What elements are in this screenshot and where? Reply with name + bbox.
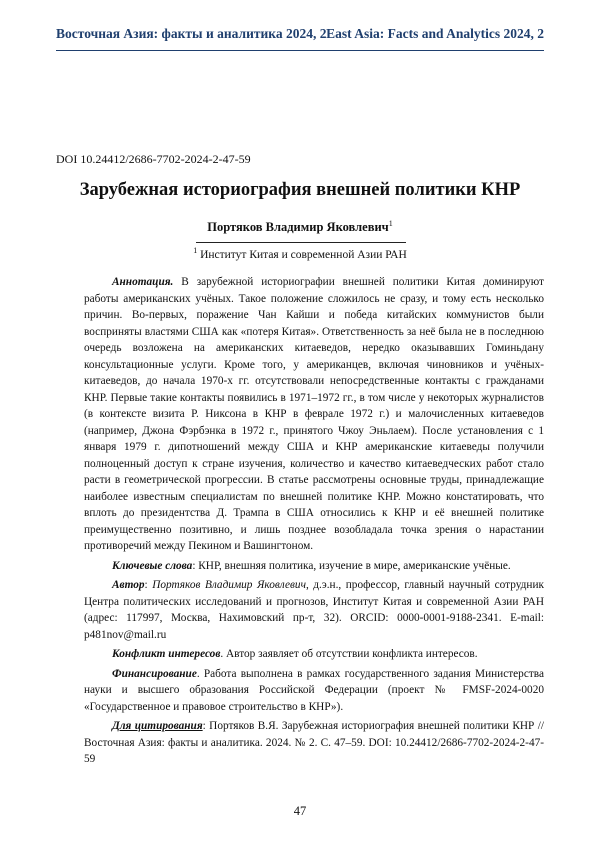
author-name: Портяков Владимир Яковлевич [207,220,389,235]
abstract-paragraph [84,274,544,555]
author-info-paragraph [84,577,544,643]
header-journal-ru: Восточная Азия: факты и аналитика 2024, 2 [56,26,327,41]
abstract-text: В зарубежной историографии внешней политики Китая доминируют работы американских учёных. Такое положение сложилось не сразу, и тому есть несколько причин. Во-первых, поражение Чан Кайши и победа китайских коммунистов были восприняты властями США как «потеря Китая». Ответственность за неё была не в последнюю очередь возложена на американских китаеведов, нередко оказывавших Гоминьдану консультационные услуги. Кроме того, у американцев, включая чиновников и учёных-китаеведов, до начала 1970-х гг. отсутствовали непосредственные контакты с гражданами КНР. Первые такие контакты появились в 1971–1972 гг., в том числе у некоторых журналистов (в контексте визита Р. Никсона в КНР в феврале 1972 г.) и малочисленных китаеведов (например, Джона Фэрбэнка в 1972 г., принятого Чжоу Эньлаем). После установления с 1 января 1979 г. дипотношений между США и КНР американские китаеведы получили полноценный доступ к стране изучения, количество и качество китаеведческих работ стало расти в геометрической прогрессии. В статье рассмотрены основные труды, принадлежащие наиболее известным специалистам по внешней политике КНР. Можно констатировать, что вплоть до президентства Д. Трампа в США относились к КНР и её внешней политике преимущественно позитивно, и лишь позднее возобладала точка зрения о нарастании противоречий между Пекином и Вашингтоном. [84,276,544,552]
citation-text: : Портяков В.Я. Зарубежная историография внешней политики КНР // Восточная Азия: факты и аналитика. 2024. № 2. С. 47–59. DOI: 10.24412/2686-7702-2024-2-47-59 [84,720,544,765]
funding-paragraph [84,666,544,716]
affiliation [56,246,544,261]
author-footnote-mark: 1 [388,219,393,228]
author-info-text: , д.э.н., профессор, главный научный сотрудник Центра политических исследований и прогнозов, Институт Китая и современной Азии РАН (адрес: 117997, Москва, Нахимовский пр-т, 32). ORCID: 0000-0001-9188-2341. E-mail: p481nov@mail.ru [84,579,544,641]
citation-label: Для цитирования [112,720,203,732]
conflict-label: Конфликт интересов [112,648,221,660]
author-line [56,219,544,235]
article-front-matter [84,274,544,771]
author-info-separator: : [144,579,153,591]
conflict-text: . Автор заявляет об отсутствии конфликта интересов. [220,648,478,660]
affiliation-divider [196,242,406,243]
author-info-name: Портяков Владимир Яковлевич [152,579,306,591]
funding-label: Финансирование [112,667,197,680]
doi-line: DOI 10.24412/2686-7702-2024-2-47-59 [56,152,251,166]
header-journal-en: East Asia: Facts and Analytics 2024, 2 [326,26,544,41]
abstract-label: Аннотация. [112,276,174,288]
article-title: Зарубежная историография внешней политики КНР [79,180,521,200]
citation-paragraph [84,718,544,768]
author-info-label: Автор [112,579,145,591]
conflict-paragraph [84,646,544,663]
header-divider [56,50,544,51]
funding-text: . Работа выполнена в рамках государственного задания Министерства науки и высшего образования Российской Федерации (проект № FMSF-2024-0020 «Государственное и правовое строительство в КНР»). [84,667,544,713]
running-header [56,26,544,46]
keywords-text: : КНР, внешняя политика, изучение в мире, американские учёные. [192,559,511,572]
keywords-label: Ключевые слова [112,559,193,572]
affiliation-mark: 1 [193,246,198,255]
affiliation-text: Институт Китая и современной Азии РАН [197,248,407,261]
keywords-paragraph [84,558,544,575]
page-number: 47 [293,804,307,818]
